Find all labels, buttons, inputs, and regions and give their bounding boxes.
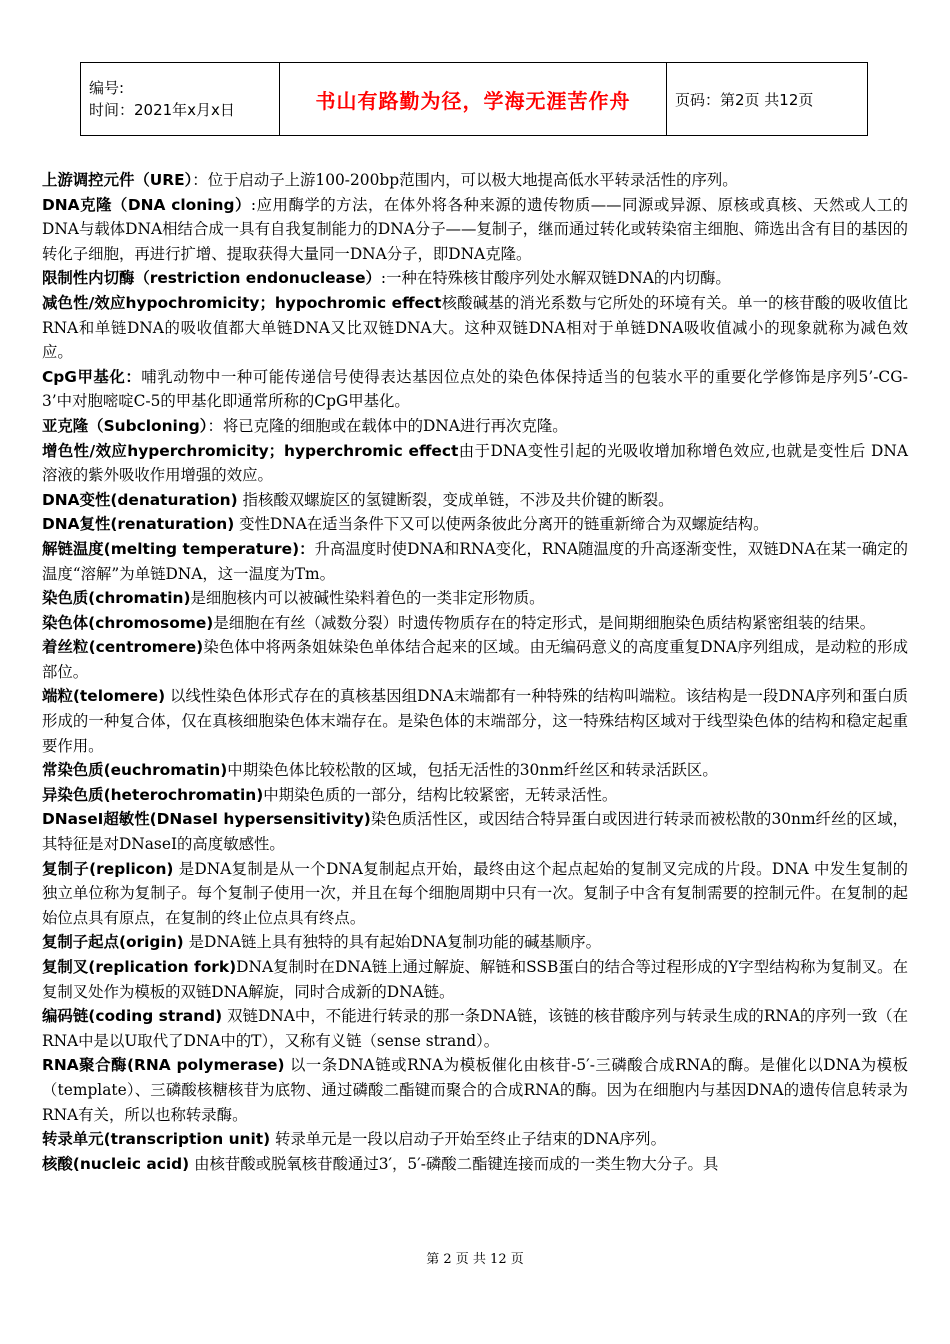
- entry-definition: 指核酸双螺旋区的氢键断裂，变成单链，不涉及共价键的断裂。: [237, 490, 674, 509]
- entry-term: CpG甲基化：: [42, 367, 142, 386]
- entry-definition: 染色体中将两条姐妹染色单体结合起来的区域。由无编码意义的高度重复DNA序列组成，是动粒的形成部位。: [42, 638, 908, 681]
- glossary-entry: [42, 783, 908, 808]
- glossary-entry: [42, 611, 908, 636]
- entry-definition: :应用酶学的方法，在体外将各种来源的遗传物质——同源或异源、原核或真核、天然或人工的DNA与载体DNA相结合成一具有自我复制能力的DNA分子——复制子，继而通过转化或转染宿主细胞、筛选出含有目的基因的转化子细胞，再进行扩增、提取获得大量同一DNA分子，即DNA克隆。: [42, 195, 909, 263]
- entry-term: 转录单元(transcription unit): [42, 1130, 271, 1149]
- entry-term: 复制叉(replication fork): [42, 958, 237, 976]
- glossary-entry: [42, 439, 908, 488]
- glossary-entry: [42, 291, 908, 365]
- code-label: 编号:: [89, 79, 125, 97]
- entry-definition: 哺乳动物中一种可能传递信号使得表达基因位点处的染色体保持适当的包装水平的重要化学修饰是序列5’-CG-3’中对胞嘧啶C-5的甲基化即通常所称的CpG甲基化。: [42, 367, 908, 411]
- entry-term: DNaseI超敏性(DNaseI hypersensitivity): [42, 810, 371, 829]
- glossary-entry: [42, 586, 908, 611]
- entry-definition: 双链DNA中，不能进行转录的那一条DNA链，该链的核苷酸序列与转录生成的RNA的序列一致（在RNA中是以U取代了DNA中的T），又称有义链（sense strand）。: [42, 1007, 909, 1050]
- glossary-entry: [42, 488, 908, 513]
- entry-definition: 是DNA复制是从一个DNA复制起点开始，最终由这个起点起始的复制叉完成的片段。DNA 中发生复制的独立单位称为复制子。每个复制子使用一次，并且在每个细胞周期中只有一次。复制子中含有复制需要的控制元件。在复制的起始位点具有原点，在复制的终止位点具有终点。: [42, 859, 908, 927]
- entry-term: 限制性内切酶（restriction endonuclease）: [42, 269, 381, 288]
- glossary-entry: [42, 1127, 908, 1152]
- entry-term: 减色性/效应hypochromicity；hypochromic effect: [42, 293, 442, 312]
- entry-definition: 转录单元是一段以启动子开始至终止子结束的DNA序列。: [270, 1130, 666, 1149]
- entry-term: DNA变性(denaturation): [42, 490, 238, 509]
- page-header: [80, 62, 868, 136]
- glossary-entry: [42, 635, 908, 684]
- glossary-entry: [42, 807, 908, 856]
- entry-definition: 以线性染色体形式存在的真核基因组DNA末端都有一种特殊的结构叫端粒。该结构是一段DNA序列和蛋白质形成的一种复合体，仅在真核细胞染色体末端存在。是染色体的末端部分，这一特殊结构区域对于线型染色体的结构和稳定起重要作用。: [42, 687, 908, 755]
- entry-term: 端粒(telomere): [42, 687, 166, 706]
- entry-term: 常染色质(euchromatin): [42, 761, 228, 780]
- glossary-entry: [42, 758, 908, 783]
- glossary-entry: [42, 414, 908, 439]
- glossary-entry: [42, 857, 908, 931]
- glossary-entry: [42, 1004, 908, 1053]
- entry-definition: 是DNA链上具有独特的具有起始DNA复制功能的碱基顺序。: [183, 933, 602, 952]
- glossary-entry: [42, 512, 908, 537]
- entry-term: 增色性/效应hyperchromicity；hyperchromic effect: [42, 441, 459, 460]
- glossary-entry: [42, 168, 908, 193]
- entry-term: DNA复性(renaturation): [42, 515, 235, 534]
- entry-term: 染色质(chromatin): [42, 589, 191, 608]
- entry-definition: 升高温度时使DNA和RNA变化，RNA随温度的升高逐渐变性，双链DNA在某一确定的温度“溶解”为单链DNA，这一温度为Tm。: [42, 539, 908, 583]
- entry-term: 编码链(coding strand): [42, 1007, 223, 1026]
- glossary-entry: [42, 365, 908, 414]
- entry-definition: 核酸碱基的消光系数与它所处的环境有关。单一的核苷酸的吸收值比RNA和单链DNA的吸收值都大单链DNA又比双链DNA大。这种双链DNA相对于单链DNA吸收值减小的现象就称为减色效应。: [42, 293, 908, 362]
- entry-term: DNA克隆（DNA cloning）: [42, 195, 251, 214]
- header-motto: 书山有路勤为径，学海无涯苦作舟: [280, 63, 667, 136]
- header-page-info: 页码：第2页 共12页: [667, 63, 868, 136]
- entry-definition: ：将已克隆的细胞或在载体中的DNA进行再次克隆。: [207, 416, 568, 435]
- entry-definition: 变性DNA在适当条件下又可以使两条彼此分离开的链重新缔合为双螺旋结构。: [234, 515, 769, 534]
- entry-definition: 由于DNA变性引起的光吸收增加称增色效应,也就是变性后 DNA 溶液的紫外吸收作用增强的效应。: [42, 441, 908, 485]
- glossary-entry: [42, 193, 908, 267]
- glossary-entry: [42, 1152, 908, 1177]
- glossary-entry: [42, 684, 908, 758]
- entry-definition: 染色质活性区，或因结合特异蛋白或因进行转录而被松散的30nm纤丝的区域，其特征是对DNaseI的高度敏感性。: [42, 810, 908, 854]
- glossary-entry: [42, 537, 908, 586]
- time-label: 时间：2021年x月x日: [89, 101, 235, 119]
- entry-definition: 中期染色质的一部分，结构比较紧密，无转录活性。: [263, 785, 618, 804]
- entry-definition: 是细胞在有丝（减数分裂）时遗传物质存在的特定形式，是间期细胞染色质结构紧密组装的结果。: [213, 613, 876, 632]
- header-meta: [81, 63, 280, 136]
- entry-term: 复制子起点(origin): [42, 933, 184, 952]
- entry-term: 亚克隆（Subcloning）: [42, 416, 208, 435]
- entry-definition: :一种在特殊核甘酸序列处水解双链DNA的内切酶。: [380, 269, 731, 288]
- entry-definition: 是细胞核内可以被碱性染料着色的一类非定形物质。: [190, 589, 545, 608]
- entry-definition: ：位于启动子上游100-200bp范围内，可以极大地提高低水平转录活性的序列。: [192, 171, 738, 189]
- page-footer: 第 2 页 共 12 页: [426, 1252, 524, 1267]
- entry-term: 异染色质(heterochromatin): [42, 785, 264, 804]
- entry-term: 染色体(chromosome): [42, 613, 214, 632]
- entry-term: 复制子(replicon): [42, 859, 174, 878]
- entry-term: 核酸(nucleic acid): [42, 1154, 190, 1173]
- entry-term: 上游调控元件（URE）: [42, 171, 193, 189]
- glossary-entry: [42, 955, 908, 1004]
- glossary-entry: [42, 266, 908, 291]
- entry-term: RNA聚合酶(RNA polymerase): [42, 1056, 285, 1075]
- glossary-content: [42, 168, 908, 1176]
- entry-term: 解链温度(melting temperature)：: [42, 539, 315, 558]
- entry-definition: 以一条DNA链或RNA为模板催化由核苷-5′-三磷酸合成RNA的酶。是催化以DNA为模板（template）、三磷酸核糖核苷为底物、通过磷酸二酯键而聚合的合成RNA的酶。因为在细胞内与基因DNA的遗传信息转录为RNA有关，所以也称转录酶。: [42, 1056, 908, 1124]
- entry-definition: 由核苷酸或脱氧核苷酸通过3′，5′-磷酸二酯键连接而成的一类生物大分子。具: [189, 1154, 719, 1173]
- glossary-entry: [42, 1053, 908, 1127]
- entry-definition: DNA复制时在DNA链上通过解旋、解链和SSB蛋白的结合等过程形成的Y字型结构称为复制叉。在复制叉处作为模板的双链DNA解旋，同时合成新的DNA链。: [42, 958, 908, 1001]
- glossary-entry: [42, 930, 908, 955]
- entry-term: 着丝粒(centromere): [42, 638, 204, 657]
- entry-definition: 中期染色体比较松散的区域，包括无活性的30nm纤丝区和转录活跃区。: [227, 761, 718, 780]
